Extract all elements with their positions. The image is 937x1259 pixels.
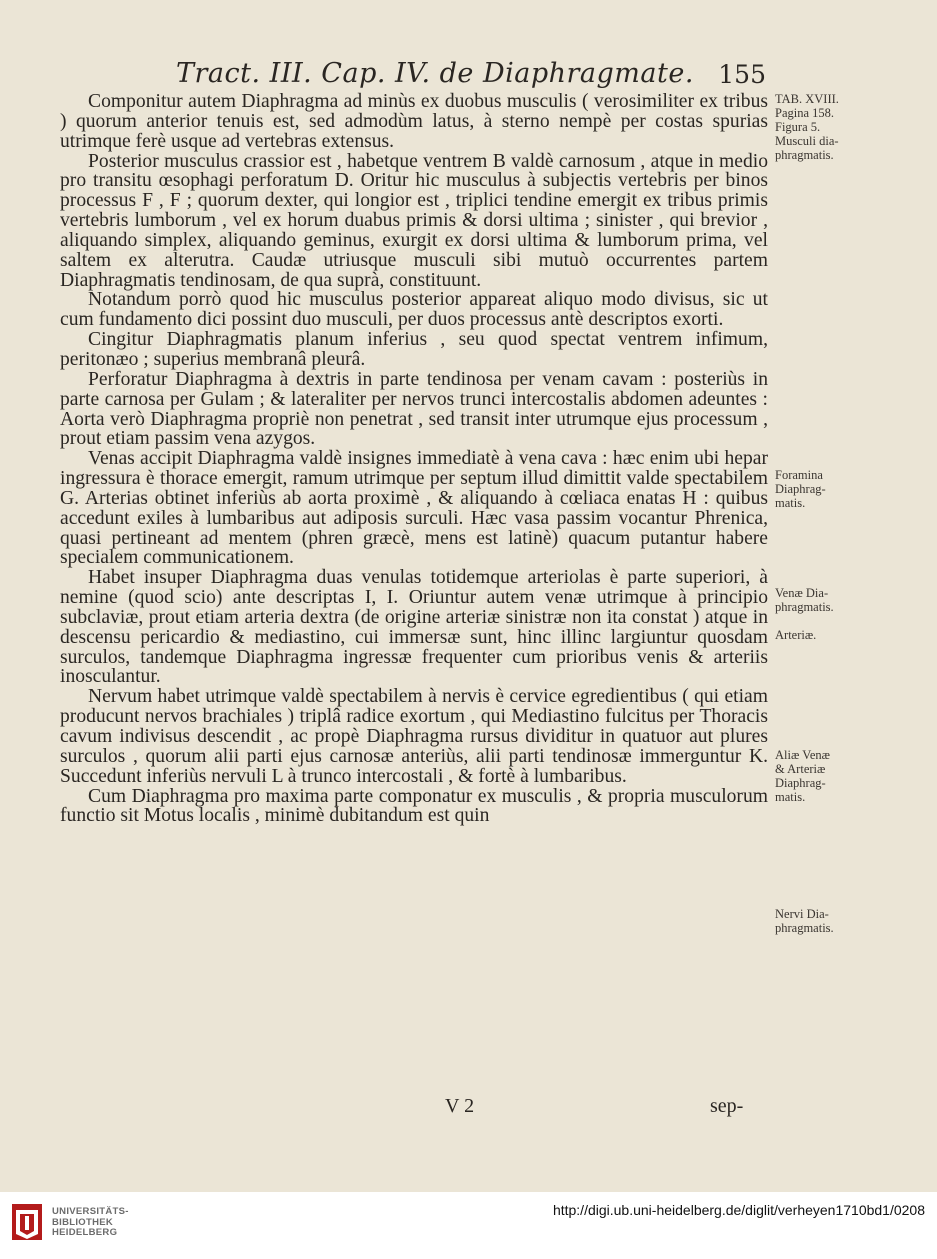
margin-note-line: Nervi Dia-	[775, 907, 829, 921]
source-url[interactable]: http://digi.ub.uni-heidelberg.de/diglit/verheyen1710bd1/0208	[552, 1202, 925, 1218]
margin-note-line: Pagina 158.	[775, 106, 835, 120]
margin-note-arteriae	[775, 628, 915, 642]
paragraph-9: Cum Diaphragma pro maxima parte componatur ex musculis , & propria musculorum functio sit Motus localis , minimè dubitandum est quin	[60, 785, 768, 827]
margin-note-line: Venæ Dia-	[775, 586, 829, 600]
margin-note-aliae-venae	[775, 748, 915, 804]
paragraph-8: Nervum habet utrimque valdè spectabilem à nervis è cervice egredientibus ( qui etiam producunt nervos brachiales ) triplâ radice exortum , qui Mediastino fulcitus per Thoracis cavum indivisus descendit , ac propè Diaphragma rursus dividitur in quatuor aut plures surculos , quorum alii parti ejus carnosæ anteriùs, alii parti tendinosæ immerguntur K. Succedunt inferiùs nervuli L à trunco intercostali , & fortè à lumbaribus.	[60, 686, 768, 787]
body-text	[60, 92, 768, 826]
margin-note-line: Diaphrag-	[775, 482, 826, 496]
margin-note-line: Musculi dia-	[775, 134, 839, 148]
margin-note-line: matis.	[775, 790, 806, 804]
margin-note-line: phragmatis.	[775, 148, 834, 162]
margin-note-line: phragmatis.	[775, 600, 834, 614]
catchword: sep-	[710, 1095, 744, 1117]
margin-note-line: TAB. XVIII.	[775, 92, 839, 106]
university-library-logo-icon	[10, 1200, 48, 1244]
paragraph-2: Posterior musculus crassior est , habetque ventrem B valdè carnosum , atque in medio pro transitu œsophagi perforatum D. Oritur hic musculus à subjectis vertebris per binos processus F , F ; quorum dexter, qui longior est , triplici tendine emergit ex tribus primis vertebris lumborum , vel ex horum duabus primis & dorsi ultima ; sinister , qui brevior , aliquando simplex, aliquando geminus, exurgit ex dorsi ultima & lumborum prima, vel saltem ex alterutra. Caudæ utriusque musculi sibi mutuò occurrentes partem Diaphragmatis tendinosam, de qua suprà, constituunt.	[60, 150, 768, 291]
library-name-line: UNIVERSITÄTS-	[52, 1206, 129, 1217]
margin-note-venae	[775, 586, 915, 614]
page-number: 155	[718, 60, 766, 89]
paragraph-3: Notandum porrò quod hic musculus posterior appareat aliquo modo divisus, sic ut cum fundamento dici possint duo musculi, per duos processus antè descriptos exorti.	[60, 289, 768, 331]
margin-note-line: Aliæ Venæ	[775, 748, 830, 762]
library-name	[52, 1207, 142, 1239]
paragraph-1: Componitur autem Diaphragma ad minùs ex duobus musculis ( verosimiliter ex tribus ) quorum anterior tenuis est, sed admodùm latus, à sterno nempè per costas spurias utrimque ferè usque ad vertebras extensus.	[60, 91, 768, 152]
paragraph-4: Cingitur Diaphragmatis planum inferius , seu quod spectat ventrem infimum, peritonæo ; superius membranâ pleurâ.	[60, 329, 768, 370]
margin-note-line: phragmatis.	[775, 921, 834, 935]
margin-note-line: Foramina	[775, 468, 823, 482]
library-name-line: HEIDELBERG	[52, 1227, 118, 1238]
paragraph-7: Habet insuper Diaphragma duas venulas totidemque arteriolas è parte superiori, à nemine (quod scio) ante descriptas I, I. Oriuntur autem venæ utrimque à principio subclaviæ, prout etiam arteria dextra (de origine arteriæ sinistræ non ita constat ) atque in descensu pericardio & mediastino, cui immersæ sunt, hinc illinc largiuntur quosdam surculos, tandemque Diaphragma ingressæ frequenter cum prioribus venis & arteriis inosculantur.	[60, 567, 768, 688]
library-name-line: BIBLIOTHEK	[52, 1216, 114, 1228]
margin-note-line: Diaphrag-	[775, 776, 826, 790]
margin-note-line: matis.	[775, 496, 806, 510]
margin-note-nervi	[775, 907, 915, 935]
paragraph-5: Perforatur Diaphragma à dextris in parte tendinosa per venam cavam : posteriùs in parte carnosa per Gulam ; & lateraliter per nervos trunci intercostalis abdomen adeuntes : Aorta verò Diaphragma propriè non penetrat , sed transit inter utrumque ejus processum , prout etiam passim vena azygos.	[60, 368, 768, 450]
margin-note-foramina	[775, 468, 915, 510]
signature-mark: V 2	[445, 1095, 475, 1117]
margin-note-line: Arteriæ.	[775, 628, 817, 642]
header-title: Tract. III. Cap. IV. de Diaphragmate.	[176, 58, 694, 89]
margin-note-line: & Arteriæ	[775, 762, 826, 776]
margin-note-line: Figura 5.	[775, 120, 821, 134]
paragraph-6: Venas accipit Diaphragma valdè insignes immediatè à vena cava : hæc enim ubi hepar ingressura è thorace emergit, ramum utrimque per septum illud dimittit valde spectabilem G. Arterias obtinet inferiùs ab aorta proximè , & aliquando à cœliaca enatas H : quibus accedunt exiles à lumbaribus aut adiposis surculi. Hæc vasa passim vocantur Phrenica, quasi pertineant ad mentem (phren græcè, mens est latinè) quacum putantur habere specialem communicationem.	[60, 448, 768, 569]
margin-note-musculi	[775, 92, 915, 162]
